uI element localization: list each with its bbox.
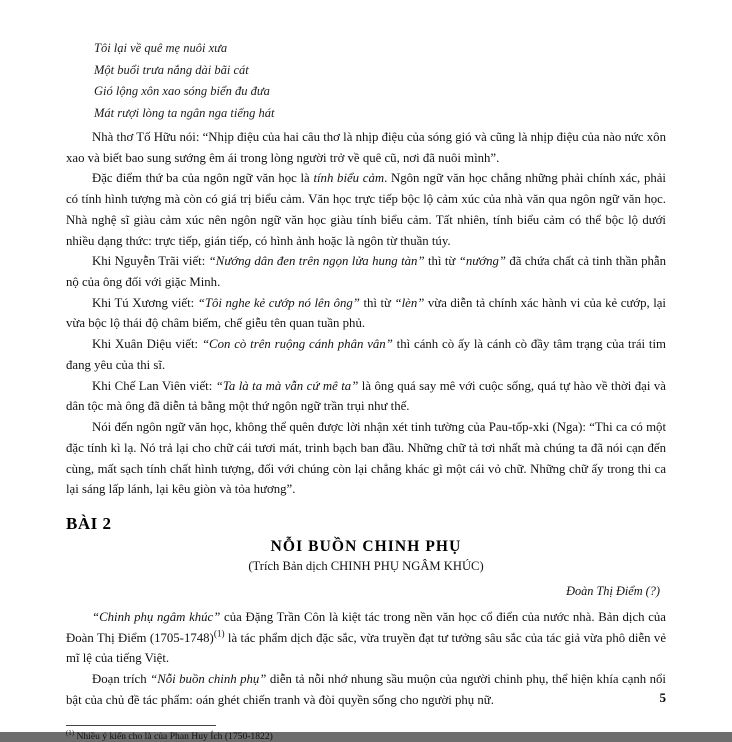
- page-title: NỖI BUỒN CHINH PHỤ: [270, 537, 462, 555]
- poem-line: Một buổi trưa nắng dài bãi cát: [94, 62, 249, 77]
- paragraph: Khi Nguyễn Trãi viết: “Nướng dân đen trên ngọn lửa hung tàn” thì từ “nướng” đã chứa chất cả tinh thần phẫn nộ của ông đối với giặc Minh.: [66, 254, 667, 290]
- poem-line: Tôi lại về quê mẹ nuôi xưa: [94, 41, 228, 55]
- footnote-divider: [66, 725, 216, 726]
- footnote-marker: (1): [66, 729, 75, 737]
- footnote-text: Nhiều ý kiến cho là của Phan Huy Ích (1750-1822): [74, 730, 273, 742]
- paragraph: Nhà thơ Tố Hữu nói: “Nhịp điệu của hai câu thơ là nhịp điệu của sóng gió và cũng là nhịp điệu của nào nức xôn xao và biết bao sung sướng êm ái trong lòng người trở về quê cũ, nơi đã nuôi mình”.: [66, 130, 666, 165]
- page-content: [66, 38, 667, 742]
- paragraph: Đặc điểm thứ ba của ngôn ngữ văn học là tính biểu cảm. Ngôn ngữ văn học chẳng những phải chính xác, phải có tính hình tượng mà còn có giá trị biểu cảm. Văn học trực tiếp bộc lộ cảm xúc của nhà văn qua ngôn ngữ văn học. Nhà nghệ sĩ giàu cảm xúc nên ngôn ngữ văn học giàu tính biểu cảm. Tất nhiên, tính biểu cảm có thể bộc lộ dưới nhiều dạng thức: trực tiếp, gián tiếp, có hình ảnh hoặc là ngôn từ thuần túy.: [66, 171, 666, 248]
- poem-block: [94, 38, 666, 124]
- paragraph: Khi Tú Xương viết: “Tôi nghe kẻ cướp nó lên ông” thì từ “lèn” vừa diễn tả chính xác hành vi của kẻ cướp, lại vừa bộc lộ thái độ châm biếm, chế giễu tên quan tuần phủ.: [66, 295, 666, 331]
- poem-line: Mát rượi lòng ta ngân nga tiếng hát: [94, 105, 275, 120]
- footnote: [66, 731, 666, 742]
- author-name: Đoàn Thị Điểm (?): [566, 583, 660, 598]
- page-number: 5: [659, 690, 666, 705]
- paragraph: Khi Xuân Diệu viết: “Con cò trên ruộng cánh phân vân” thì cánh cò ấy là cánh cò đầy tâm trạng của trái tim đang yêu của thi sĩ.: [66, 337, 666, 372]
- paragraph: Đoạn trích “Nỗi buồn chinh phụ” diễn tả nỗi nhớ nhung sầu muộn của người chinh phụ, thể hiện khía cạnh nổi bật của chủ đề tác phẩm: oán ghét chiến tranh và đòi quyền sống cho người phụ nữ.: [66, 672, 666, 707]
- paragraph: “Chinh phụ ngâm khúc” của Đặng Trần Côn là kiệt tác trong nền văn học cổ điển của nước nhà. Bản dịch của Đoàn Thị Điểm (1705-1748)$^{(1)}$ là tác phẩm dịch đặc sắc, vừa truyền đạt tư tưởng sâu sắc của tác giả vừa phô diễn vẻ mĩ lệ của tiếng Việt.: [66, 609, 666, 666]
- page-subtitle: (Trích Bản dịch CHINH PHỤ NGÂM KHÚC): [248, 558, 484, 573]
- paragraph: Nói đến ngôn ngữ văn học, không thể quên được lời nhận xét tinh tường của Pau-tốp-xki (Nga): “Thi ca có một đặc tính kì lạ. Nó trả lại cho chữ cái tươi mát, trinh bạch ban đầu. Những chữ tả tơi nhất mà chúng ta đã nói cạn đến cùng, mất sạch tính chất hình tượng, đối với chúng còn lại chẳng khác gì một cái vỏ chữ. Những chữ ấy trong thi ca lại sáng lấp lánh, lại kêu giòn và tỏa hương”.: [66, 420, 666, 497]
- poem-line: Gió lộng xôn xao sóng biển đu đưa: [94, 84, 270, 98]
- lesson-heading: BÀI 2: [66, 513, 112, 533]
- paragraph: Khi Chế Lan Viên viết: “Ta là ta mà vẫn cứ mê ta” là ông quá say mê với cuộc sống, quá tự hào về thời đại và dân tộc mà ông đã diễn tả bằng một thứ ngôn ngữ trần trụi như thế.: [66, 378, 666, 414]
